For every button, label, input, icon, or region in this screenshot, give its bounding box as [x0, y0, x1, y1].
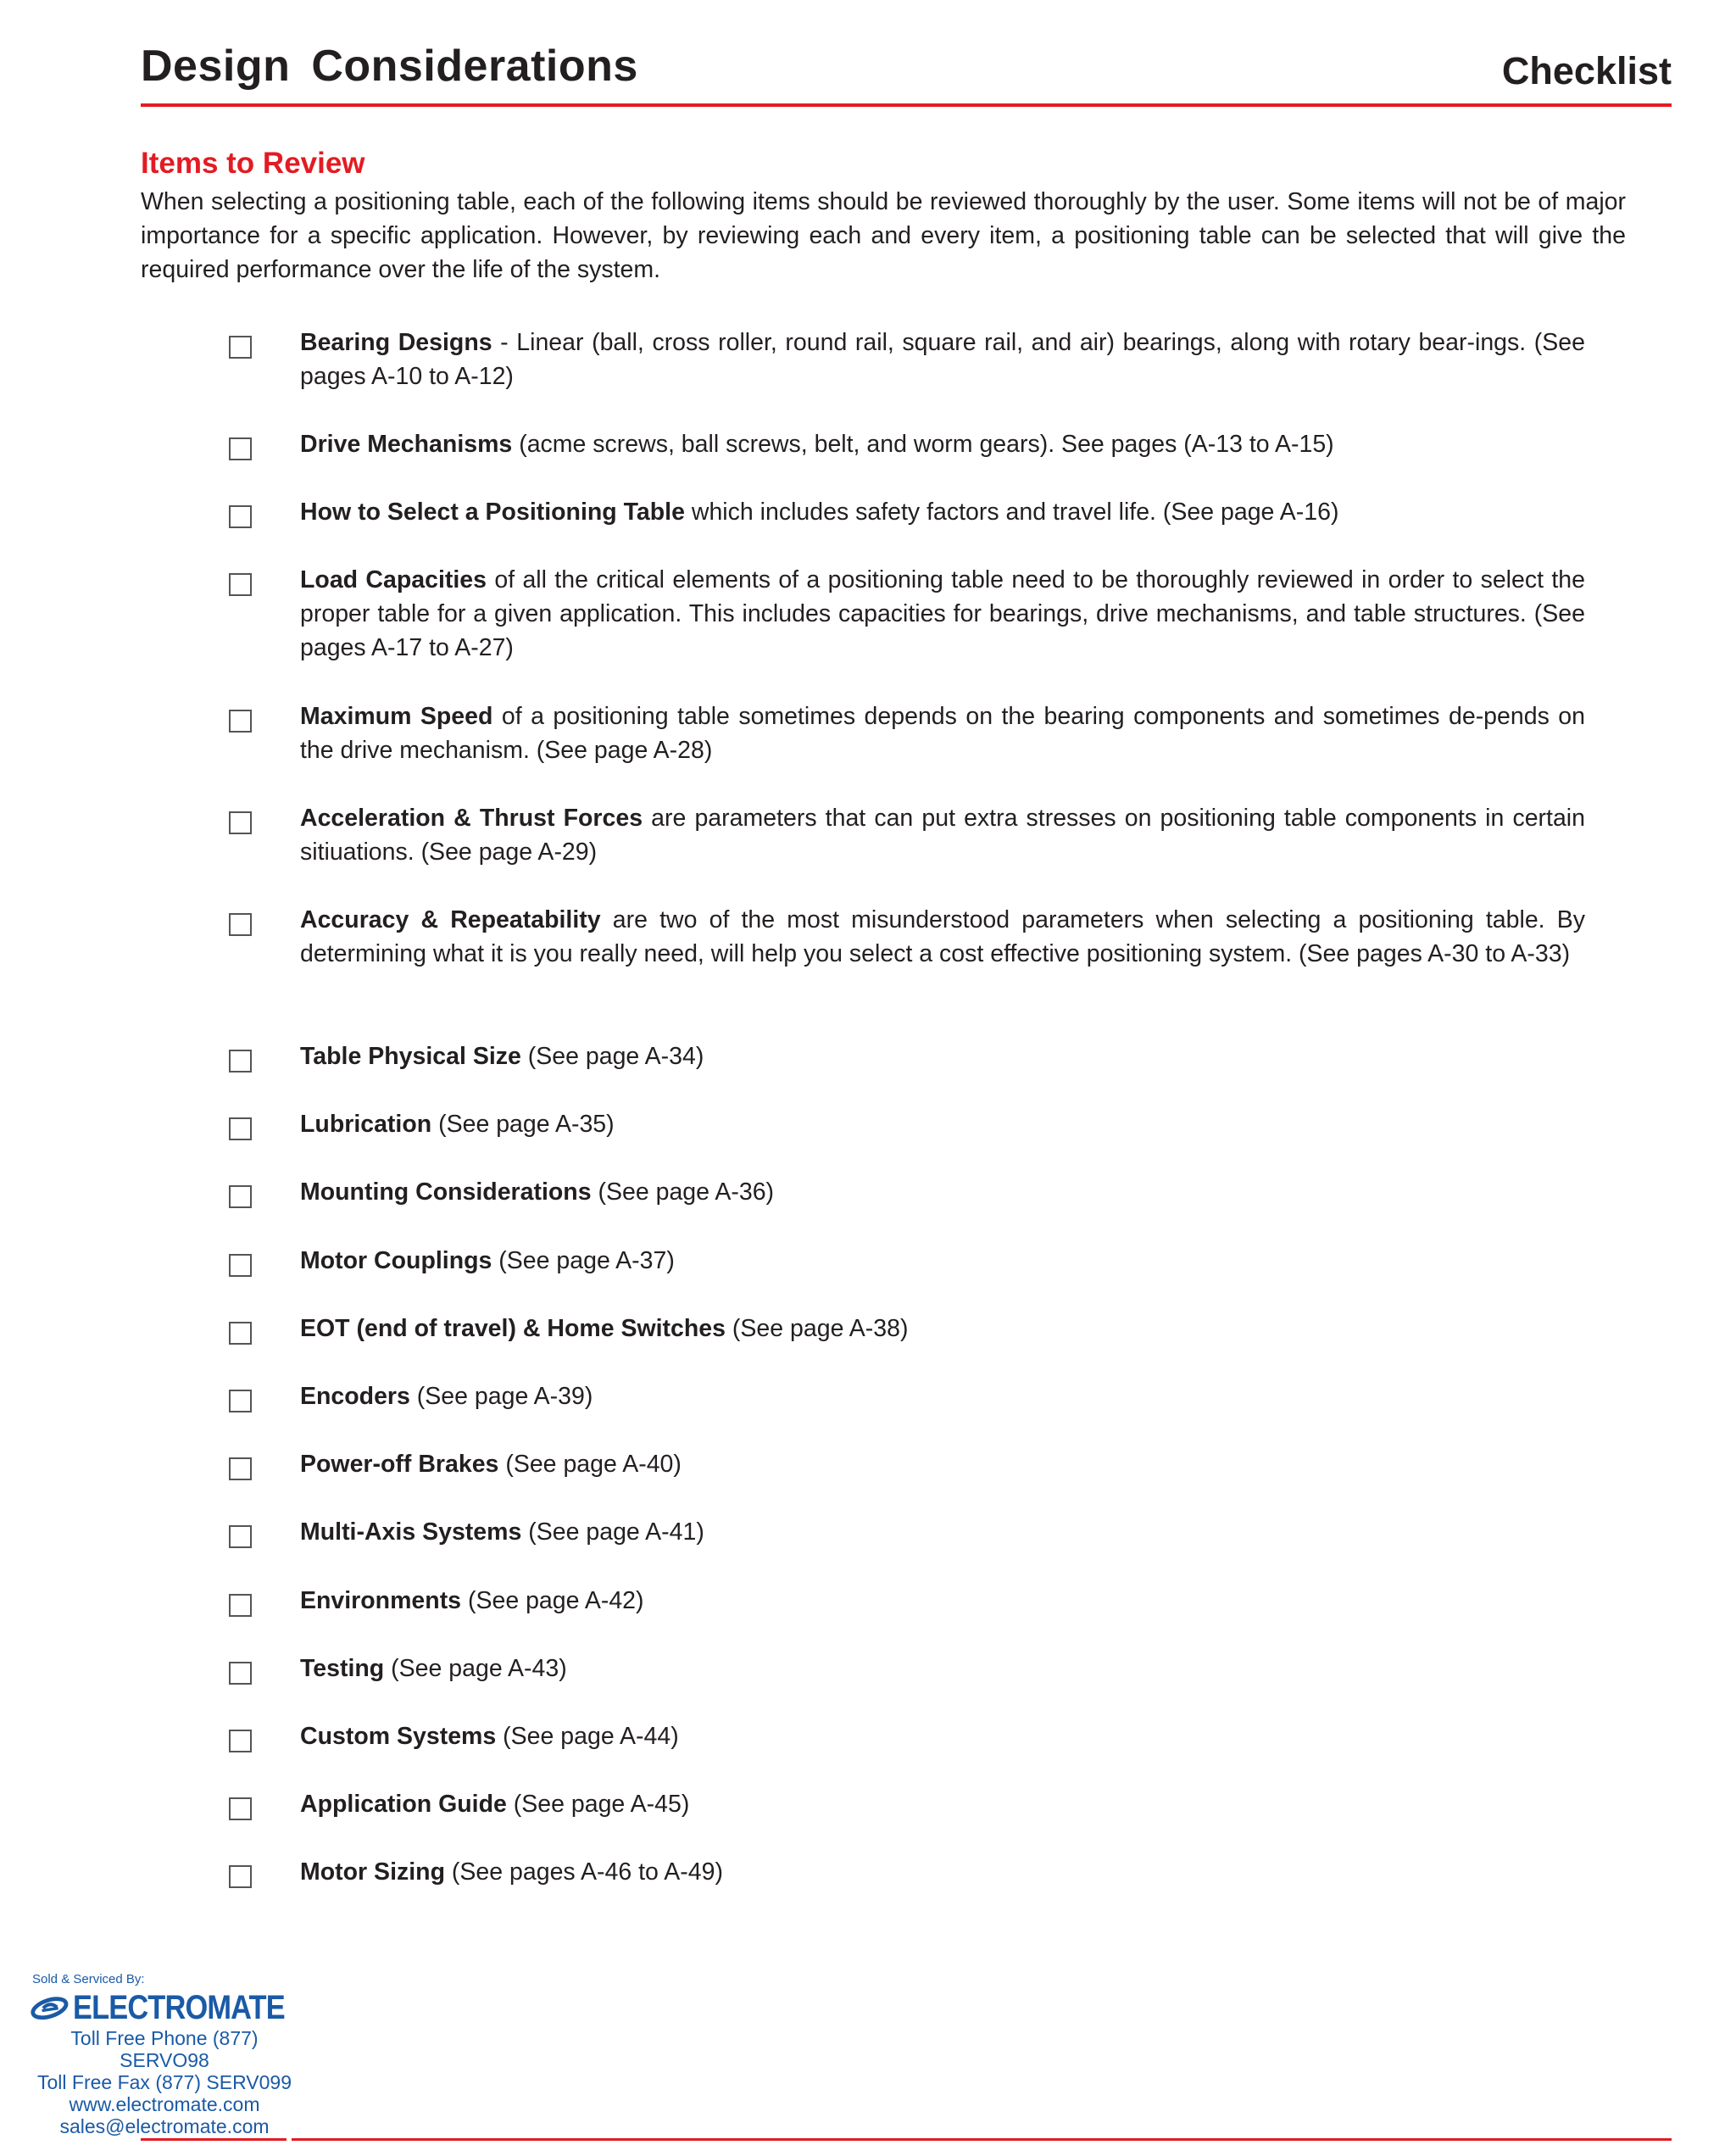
- item-description: (See page A-40): [498, 1451, 682, 1478]
- checklist-item-text: [300, 1719, 679, 1753]
- website-link[interactable]: www.electromate.com: [69, 2093, 260, 2115]
- item-description: (See page A-44): [496, 1723, 679, 1750]
- checklist-item-load-capacities: [229, 563, 1585, 665]
- fax-number: Toll Free Fax (877) SERV099: [37, 2071, 292, 2093]
- item-description: of all the critical elements of a positioning table need to be thoroughly reviewed in order to select the proper table for a given application. This includes capacities for bearings, drive mechanisms, and table structures. (See pages A-17 to A-27): [300, 566, 1585, 661]
- item-title: Bearing Designs: [300, 329, 492, 356]
- checklist-item-text: [300, 1787, 689, 1821]
- checkbox[interactable]: [229, 710, 252, 733]
- checklist-item-application-guide: [229, 1787, 1585, 1821]
- checkbox[interactable]: [229, 811, 252, 834]
- checklist-item-text: [300, 1515, 704, 1549]
- checkbox[interactable]: [229, 573, 252, 596]
- item-title: Application Guide: [300, 1791, 507, 1818]
- checkbox[interactable]: [229, 1730, 252, 1752]
- checkbox[interactable]: [229, 1525, 252, 1548]
- checklist-item-text: [300, 495, 1338, 529]
- review-heading: Items to Review: [141, 147, 365, 180]
- checkbox[interactable]: [229, 437, 252, 460]
- checklist-item-select-table: [229, 495, 1585, 529]
- item-description: (See page A-38): [726, 1315, 909, 1342]
- item-description: - Linear (ball, cross roller, round rail, square rail, and air) bearings, along with rotary bear-ings. (See pages A-10 to A-12): [300, 329, 1585, 390]
- item-title: Accuracy & Repeatability: [300, 906, 601, 933]
- checklist-item-lubrication: [229, 1107, 1585, 1141]
- item-title: Mounting Considerations: [300, 1178, 592, 1206]
- item-description: (See pages A-46 to A-49): [444, 1858, 723, 1886]
- item-description: (See page A-35): [431, 1111, 615, 1138]
- item-title: Environments: [300, 1587, 462, 1614]
- checklist-item-eot-switches: [229, 1312, 1585, 1346]
- item-description: (See page A-37): [492, 1247, 675, 1274]
- checkbox[interactable]: [229, 1457, 252, 1480]
- checklist-item-physical-size: [229, 1039, 1585, 1073]
- item-description: (See page A-43): [384, 1655, 567, 1682]
- checklist-item-text: [300, 1244, 675, 1278]
- checklist-item-text: [300, 1039, 704, 1073]
- checkbox[interactable]: [229, 1185, 252, 1208]
- checklist-item-bearing-designs: [229, 326, 1585, 393]
- checklist-item-text: [300, 1379, 593, 1413]
- checklist-item-text: [300, 1855, 723, 1889]
- checklist-item-text: [300, 801, 1585, 869]
- checkbox[interactable]: [229, 1865, 252, 1888]
- checklist-item-motor-couplings: [229, 1244, 1585, 1278]
- checklist-item-encoders: [229, 1379, 1585, 1413]
- item-title: Acceleration & Thrust Forces: [300, 805, 643, 832]
- checkbox[interactable]: [229, 1594, 252, 1617]
- checklist-item-text: [300, 1175, 774, 1209]
- item-description: are parameters that can put extra stresses on positioning table components in certain sitiuations. (See page A-29): [300, 805, 1585, 866]
- checklist-item-brakes: [229, 1447, 1585, 1481]
- item-description: (See page A-45): [506, 1791, 690, 1818]
- brand-name: ELECTROMATE: [72, 1988, 285, 2026]
- item-description: (See page A-36): [591, 1178, 775, 1206]
- section-label: Checklist: [1501, 49, 1672, 92]
- checklist-item-drive-mechanisms: [229, 427, 1585, 461]
- item-title: Power-off Brakes: [300, 1451, 499, 1478]
- distributor-logo-block: [31, 1972, 319, 2137]
- item-title: Encoders: [300, 1383, 410, 1410]
- checklist-item-text: [300, 326, 1585, 393]
- checklist-item-motor-sizing: [229, 1855, 1585, 1889]
- item-title: Drive Mechanisms: [300, 431, 513, 458]
- item-description: are two of the most misunderstood parameters when selecting a positioning table. By determining what it is you really need, will help you select a cost effective positioning system. (See pages A-30 to A-33): [300, 906, 1586, 967]
- item-title: Maximum Speed: [300, 703, 493, 730]
- checklist-item-text: [300, 1584, 644, 1618]
- item-title: Table Physical Size: [300, 1043, 521, 1070]
- electromate-logo-icon: [31, 1988, 71, 2027]
- item-title: Load Capacities: [300, 566, 487, 593]
- checkbox[interactable]: [229, 1050, 252, 1072]
- footer-divider-right: [292, 2138, 1672, 2141]
- checklist-item-text: [300, 699, 1585, 767]
- checkbox[interactable]: [229, 913, 252, 936]
- item-description: (See page A-42): [461, 1587, 644, 1614]
- checklist-item-accuracy: [229, 903, 1585, 971]
- item-title: Lubrication: [300, 1111, 432, 1138]
- checklist-item-mounting: [229, 1175, 1585, 1209]
- item-title: Multi-Axis Systems: [300, 1518, 522, 1546]
- checklist-item-text: [300, 427, 1334, 461]
- item-description: (acme screws, ball screws, belt, and worm gears). See pages (A-13 to A-15): [512, 431, 1334, 458]
- item-title: Motor Couplings: [300, 1247, 492, 1274]
- item-description: (See page A-34): [520, 1043, 704, 1070]
- checkbox[interactable]: [229, 1662, 252, 1685]
- item-description: which includes safety factors and travel life. (See page A-16): [684, 499, 1339, 526]
- checkbox[interactable]: [229, 505, 252, 528]
- checklist-item-acceleration: [229, 801, 1585, 869]
- phone-number: Toll Free Phone (877) SERVO98: [70, 2027, 259, 2071]
- item-description: (See page A-41): [521, 1518, 704, 1546]
- checkbox[interactable]: [229, 1117, 252, 1140]
- checkbox[interactable]: [229, 1797, 252, 1820]
- checkbox[interactable]: [229, 1390, 252, 1412]
- checklist-item-text: [300, 1652, 567, 1685]
- header-divider: [141, 103, 1672, 107]
- checkbox[interactable]: [229, 336, 252, 359]
- item-title: How to Select a Positioning Table: [300, 499, 685, 526]
- sold-by-label: Sold & Serviced By:: [32, 1972, 145, 1986]
- checklist-item-custom-systems: [229, 1719, 1585, 1753]
- item-title: Motor Sizing: [300, 1858, 445, 1886]
- checklist-item-multi-axis: [229, 1515, 1585, 1549]
- footer-divider-left: [141, 2138, 287, 2141]
- checklist-item-maximum-speed: [229, 699, 1585, 767]
- email-link[interactable]: sales@electromate.com: [59, 2115, 270, 2137]
- intro-paragraph: When selecting a positioning table, each of the following items should be reviewed thoroughly by the user. Some items will not be of major importance for a specific application. However, by reviewing each and every item, a positioning table can be selected that will give the required performance over the life of the system.: [141, 188, 1626, 283]
- item-description: (See page A-39): [409, 1383, 593, 1410]
- checklist-item-text: [300, 1447, 682, 1481]
- checklist-item-text: [300, 1107, 615, 1141]
- item-title: EOT (end of travel) & Home Switches: [300, 1315, 726, 1342]
- item-description: of a positioning table sometimes depends on the bearing components and sometimes de-pends on the drive mechanism. (See page A-28): [300, 703, 1585, 764]
- item-title: Testing: [300, 1655, 385, 1682]
- checkbox[interactable]: [229, 1322, 252, 1345]
- checklist-item-text: [300, 1312, 909, 1346]
- checkbox[interactable]: [229, 1254, 252, 1277]
- checklist-item-testing: [229, 1652, 1585, 1685]
- checklist-item-text: [300, 903, 1585, 971]
- checklist-item-text: [300, 563, 1585, 665]
- page-title: Design Considerations: [141, 42, 638, 91]
- item-title: Custom Systems: [300, 1723, 497, 1750]
- checklist-item-environments: [229, 1584, 1585, 1618]
- brand-row: [31, 1988, 319, 2027]
